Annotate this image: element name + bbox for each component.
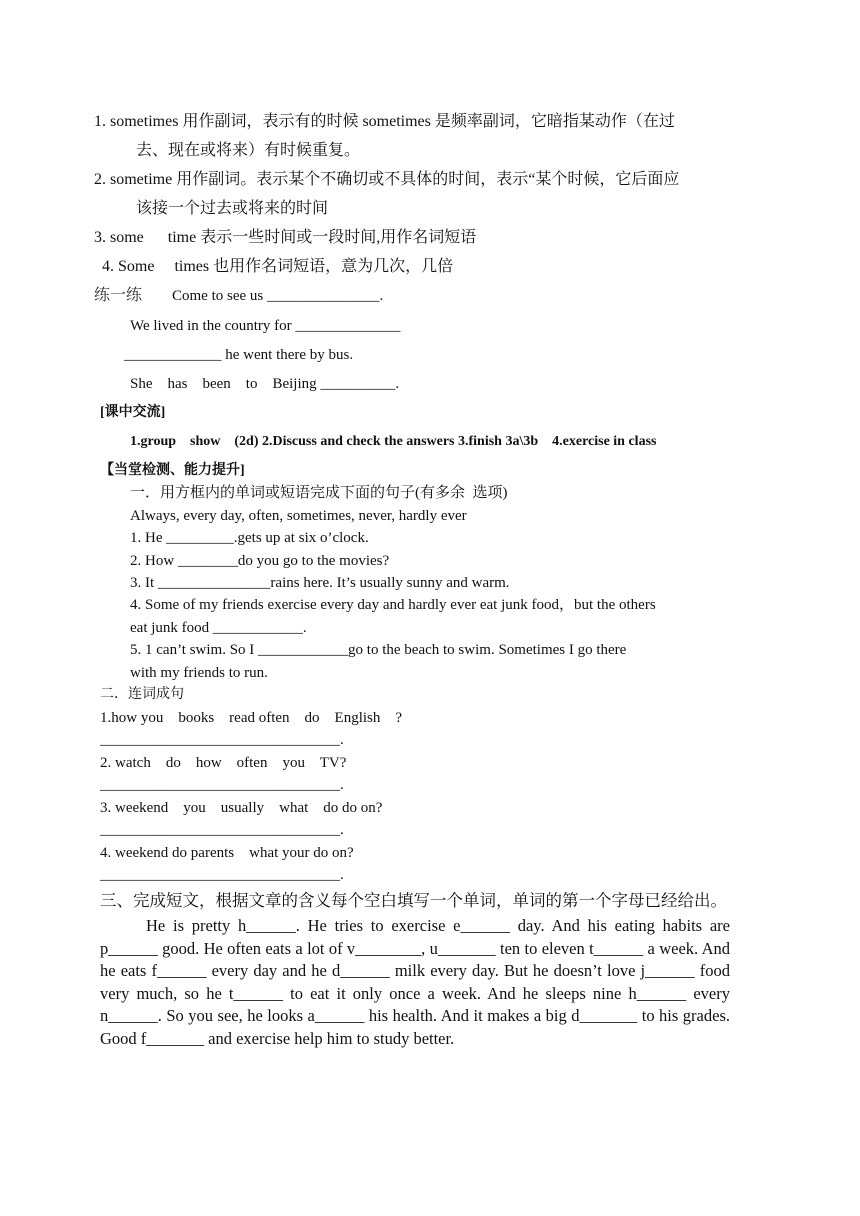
test-header: 【当堂检测、能力提升] (100, 463, 245, 478)
part1-q3: 3. It _______________rains here. It’s usually sunny and warm. (130, 575, 510, 591)
part2-answer-line-3: ________________________________. (100, 822, 344, 838)
practice-line-1: Come to see us _______________. (172, 288, 384, 304)
part3-title: 三、完成短文，根据文章的含义每个空白填写一个单词，单词的第一个字母已经给出。 (100, 891, 727, 910)
note-4: 4. Some times 也用作名词短语，意为几次，几倍 (98, 258, 454, 275)
part1-q5-line-2: with my friends to run. (130, 665, 268, 681)
part2-item-2: 2. watch do how often you TV? (100, 755, 347, 771)
part2-answer-line-1: ________________________________. (100, 732, 344, 748)
part1-q4-line-1: 4. Some of my friends exercise every day and hardly ever eat junk food，but the others (130, 597, 656, 613)
part2-item-3: 3. weekend you usually what do do on? (100, 800, 383, 816)
practice-label: 练一练 (94, 287, 143, 304)
part2-answer-line-2: ________________________________. (100, 777, 344, 793)
part3-passage-block (100, 915, 730, 1051)
part2-item-4: 4. weekend do parents what your do on? (100, 845, 354, 861)
practice-line-2: We lived in the country for ______________ (130, 318, 401, 334)
note-3: 3. some time 表示一些时间或一段时间,用作名词短语 (94, 229, 477, 246)
part1-q1: 1. He _________.gets up at six o’clock. (130, 530, 369, 546)
practice-line-4: She has been to Beijing __________. (130, 376, 400, 392)
part2-item-1: 1.how you books read often do English ? (100, 710, 403, 726)
note-2-line-1: 2. sometime 用作副词。表示某个不确切或不具体的时间，表示“某个时候，它后面应 (94, 171, 680, 188)
practice-line-3: _____________ he went there by bus. (124, 347, 354, 363)
part2-answer-line-4: ________________________________. (100, 867, 344, 883)
part1-options: Always, every day, often, sometimes, never, hardly ever (130, 508, 467, 524)
class-exchange-header: [课中交流] (100, 405, 166, 420)
part1-q2: 2. How ________do you go to the movies? (130, 553, 390, 569)
note-1-line-1: 1. sometimes 用作副词，表示有的时候 sometimes 是频率副词，它暗指某动作（在过 (94, 113, 675, 130)
part1-q5-line-1: 5. 1 can’t swim. So I ____________go to the beach to swim. Sometimes I go there (130, 642, 627, 658)
part1-title: 一．用方框内的单词或短语完成下面的句子(有多余 选项) (130, 485, 508, 501)
note-1-line-2: 去、现在或将来）有时候重复。 (136, 142, 361, 159)
class-exchange-line: 1.group show (2d) 2.Discuss and check the answers 3.finish 3a\3b 4.exercise in class (130, 434, 657, 449)
note-2-line-2: 该接一个过去或将来的时间 (136, 200, 329, 217)
part3-passage: He is pretty h______. He tries to exercise e______ day. And his eating habits are p______ good. He often eats a lot of v________, u_______ ten to eleven t______ a week. And he eats f______ every day and he d______ milk every day. But he doesn’t love j______ food very much, so he t______ to eat it only once a week. And he sleeps nine h______ every n______. So you see, he looks a______ his health. And it makes a big d_______ to his grades. Good f_______ and exercise help him to study better. (100, 916, 730, 1048)
part2-title: 二．连词成句 (100, 687, 184, 702)
part1-q4-line-2: eat junk food ____________. (130, 620, 307, 636)
